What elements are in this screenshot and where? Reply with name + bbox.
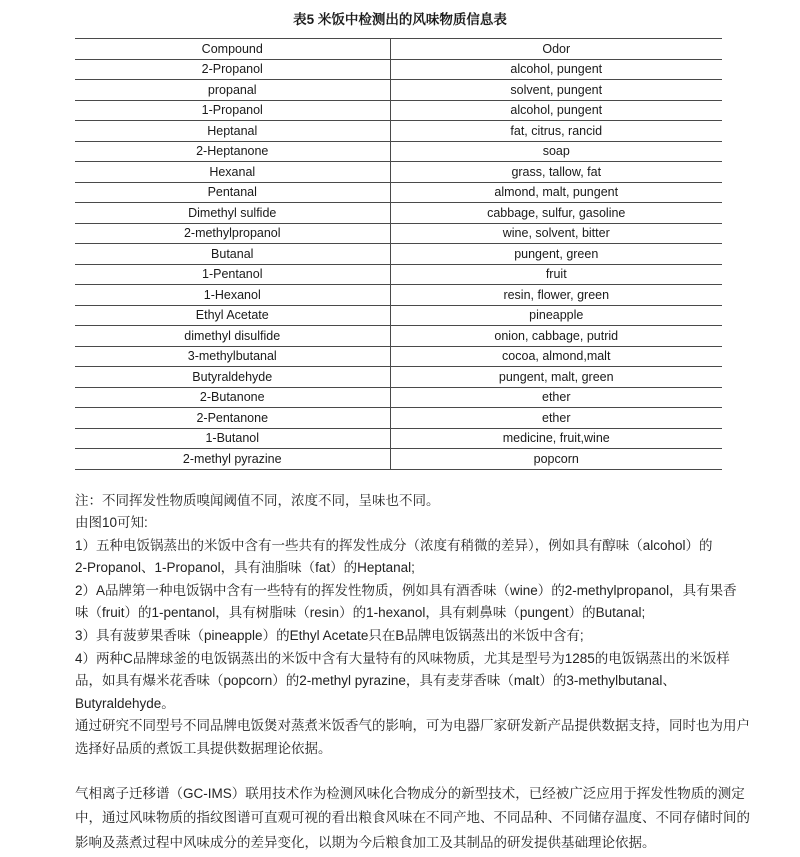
odor-cell: resin, flower, green [390, 285, 722, 306]
table-row [75, 305, 722, 326]
note-line: 2）A品牌第一种电饭锅中含有一些特有的挥发性物质，例如具有酒香味（wine）的2-methylpropanol，具有果香 [75, 582, 737, 598]
compound-cell: Heptanal [75, 121, 390, 142]
flavor-table [75, 38, 722, 470]
closing-paragraph [75, 782, 760, 856]
compound-cell: 2-Propanol [75, 59, 390, 80]
odor-cell: wine, solvent, bitter [390, 223, 722, 244]
compound-column-header: Compound [75, 39, 390, 60]
odor-cell: fruit [390, 264, 722, 285]
table-title: 表5 米饭中检测出的风味物质信息表 [293, 12, 507, 27]
note-line: 3）具有菠萝果香味（pineapple）的Ethyl Acetate只在B品牌电饭锅蒸出的米饭中含有; [75, 628, 584, 644]
compound-cell: Pentanal [75, 182, 390, 203]
compound-cell: 1-Propanol [75, 100, 390, 121]
compound-cell: dimethyl disulfide [75, 326, 390, 347]
note-line: 1）五种电饭锅蒸出的米饭中含有一些共有的挥发性成分（浓度有稍微的差异），例如具有醇味（alcohol）的 [75, 537, 713, 553]
note-line: 品，如具有爆米花香味（popcorn）的2-methyl pyrazine，具有麦芽香味（malt）的3-methylbutanal、 [75, 673, 676, 689]
odor-cell: grass, tallow, fat [390, 162, 722, 183]
table-row [75, 182, 722, 203]
odor-cell: alcohol, pungent [390, 100, 722, 121]
odor-cell: soap [390, 141, 722, 162]
odor-cell: onion, cabbage, putrid [390, 326, 722, 347]
odor-cell: solvent, pungent [390, 80, 722, 101]
note-line: 选择好品质的煮饭工具提供数据理论依据。 [75, 741, 332, 757]
compound-cell: propanal [75, 80, 390, 101]
odor-cell: ether [390, 387, 722, 408]
compound-cell: 1-Hexanol [75, 285, 390, 306]
paragraph-line: 中，通过风味物质的指纹图谱可直观可视的看出粮食风味在不同产地、不同品种、不同储存温度、不同存储时间的 [75, 810, 750, 826]
table-row [75, 100, 722, 121]
table-row [75, 428, 722, 449]
table-row [75, 408, 722, 429]
note-line: 由图10可知: [75, 515, 148, 531]
note-line: 味（fruit）的1-pentanol，具有树脂味（resin）的1-hexanol，具有刺鼻味（pungent）的Butanal; [75, 605, 646, 621]
odor-cell: alcohol, pungent [390, 59, 722, 80]
notes-section [75, 490, 760, 761]
compound-cell: Butanal [75, 244, 390, 265]
table-row [75, 59, 722, 80]
table-header-row [75, 39, 722, 60]
table-row [75, 80, 722, 101]
odor-cell: medicine, fruit,wine [390, 428, 722, 449]
paragraph-line: 气相离子迁移谱（GC-IMS）联用技术作为检测风味化合物成分的新型技术，已经被广泛应用于挥发性物质的测定 [75, 785, 745, 801]
table-row [75, 326, 722, 347]
odor-cell: ether [390, 408, 722, 429]
compound-cell: 2-methyl pyrazine [75, 449, 390, 470]
table-row [75, 264, 722, 285]
odor-cell: pungent, green [390, 244, 722, 265]
compound-cell: Dimethyl sulfide [75, 203, 390, 224]
compound-cell: 2-Heptanone [75, 141, 390, 162]
odor-column-header: Odor [390, 39, 722, 60]
table-row [75, 121, 722, 142]
table-row [75, 346, 722, 367]
table-row [75, 387, 722, 408]
compound-cell: 3-methylbutanal [75, 346, 390, 367]
odor-cell: cocoa, almond,malt [390, 346, 722, 367]
compound-cell: 2-Pentanone [75, 408, 390, 429]
compound-cell: Butyraldehyde [75, 367, 390, 388]
compound-cell: 2-methylpropanol [75, 223, 390, 244]
table-row [75, 162, 722, 183]
table-row [75, 244, 722, 265]
odor-cell: fat, citrus, rancid [390, 121, 722, 142]
note-line: 通过研究不同型号不同品牌电饭煲对蒸煮米饭香气的影响，可为电器厂家研发新产品提供数据支持，同时也为用户 [75, 718, 750, 734]
note-line: Butyraldehyde。 [75, 695, 175, 711]
compound-cell: 1-Butanol [75, 428, 390, 449]
note-line: 2-Propanol、1-Propanol，具有油脂味（fat）的Heptanal; [75, 560, 415, 576]
table-row [75, 449, 722, 470]
table-row [75, 141, 722, 162]
table-row [75, 223, 722, 244]
compound-cell: Ethyl Acetate [75, 305, 390, 326]
odor-cell: almond, malt, pungent [390, 182, 722, 203]
note-line: 4）两种C品牌球釜的电饭锅蒸出的米饭中含有大量特有的风味物质，尤其是型号为1285的电饭锅蒸出的米饭样 [75, 650, 730, 666]
compound-cell: Hexanal [75, 162, 390, 183]
odor-cell: popcorn [390, 449, 722, 470]
paragraph-line: 影响及蒸煮过程中风味成分的差异变化，以期为今后粮食加工及其制品的研发提供基础理论依据。 [75, 834, 656, 850]
flavor-table-body [75, 59, 722, 469]
odor-cell: pineapple [390, 305, 722, 326]
odor-cell: pungent, malt, green [390, 367, 722, 388]
compound-cell: 1-Pentanol [75, 264, 390, 285]
table-row [75, 367, 722, 388]
compound-cell: 2-Butanone [75, 387, 390, 408]
note-line: 注：不同挥发性物质嗅闻阈值不同，浓度不同，呈味也不同。 [75, 492, 440, 508]
odor-cell: cabbage, sulfur, gasoline [390, 203, 722, 224]
table-row [75, 203, 722, 224]
table-row [75, 285, 722, 306]
